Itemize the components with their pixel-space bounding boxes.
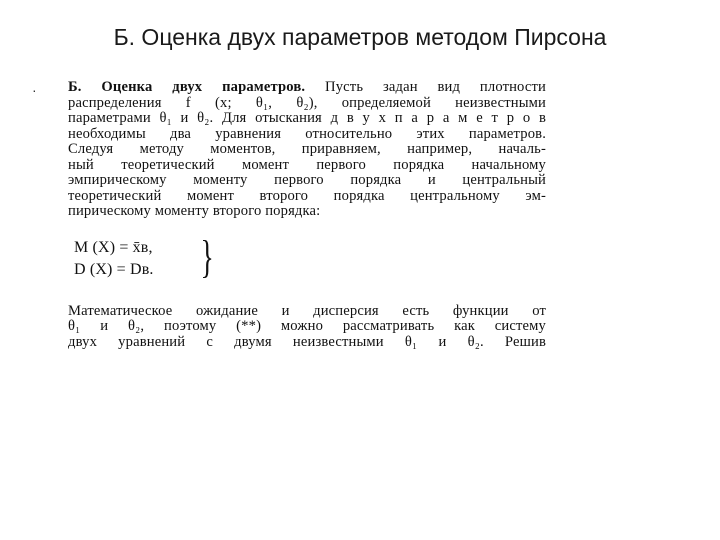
text-line: θ₁ и θ₂, поэтому (**) можно рассматривать как систему — [68, 318, 546, 334]
paragraph-2 — [68, 304, 546, 351]
text-line: пирическому моменту второго порядка: — [68, 203, 321, 219]
equation-variance: D (X) = Dв. — [74, 260, 154, 278]
paragraph-1 — [68, 80, 546, 220]
text-line: необходимы два уравнения относительно этих параметров. — [68, 125, 546, 142]
lead-heading: Б. Оценка двух параметров. — [68, 79, 306, 95]
text-line: эмпирическому моменту первого порядка и центральный — [68, 172, 546, 188]
slide-title: Б. Оценка двух параметров методом Пирсона — [113, 24, 607, 50]
text-line: Следуя методу моментов, приравняем, например, началь- — [68, 141, 546, 157]
text-line: параметрами θ₁ и θ₂. Для отыскания д в у х п а р а м е т р о в — [68, 110, 546, 126]
text-line — [68, 80, 546, 96]
text-line: ный теоретический момент первого порядка начальному — [68, 156, 546, 173]
text-line: распределения f (x; θ₁, θ₂), определяемой неизвестными — [68, 94, 546, 111]
text-line: Математическое ожидание и дисперсия есть функции от — [68, 302, 546, 319]
text-line: теоретический момент второго порядка центральному эм- — [68, 187, 546, 204]
bullet-marker: · — [32, 82, 37, 98]
equation-mean: M (X) = x̄в, — [74, 238, 153, 256]
moment-equations — [68, 230, 228, 282]
scanned-text-block — [68, 80, 546, 350]
text-line: двух уравнений с двумя неизвестными θ₁ и θ₂. Решив — [68, 333, 546, 350]
text-line-fragment: Пусть задан вид плотности — [325, 79, 546, 95]
system-brace: } — [200, 230, 214, 282]
